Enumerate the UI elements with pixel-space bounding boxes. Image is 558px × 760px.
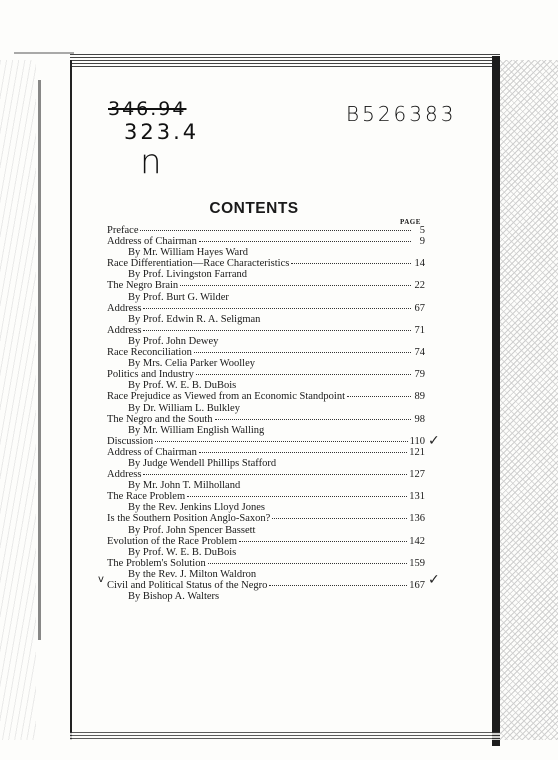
struck-call-number: 346.94 — [108, 98, 187, 120]
toc-entry-page: 142 — [409, 535, 425, 547]
dot-leader — [199, 452, 407, 453]
toc-entry-title: Evolution of the Race Problem — [107, 535, 238, 547]
toc-entry — [107, 558, 425, 569]
left-edge-shadow — [0, 60, 36, 740]
dot-leader — [143, 308, 411, 309]
toc-entry-author: By Prof. W. E. B. DuBois — [128, 546, 237, 558]
toc-entry-title: The Race Problem — [107, 491, 186, 503]
toc-entry-title: The Negro and the South — [107, 413, 213, 425]
toc-entry-title: The Negro Brain — [107, 280, 179, 292]
toc-entry-page: 71 — [414, 324, 425, 336]
contents-heading: CONTENTS — [209, 200, 299, 217]
toc-entry-title: Discussion — [107, 435, 154, 447]
top-edge-fragment — [14, 52, 74, 54]
toc-entry-author: By Mr. John T. Milholland — [128, 480, 241, 492]
toc-entry-page: 121 — [409, 446, 425, 458]
toc-entry — [107, 225, 425, 236]
dot-leader — [239, 541, 407, 542]
toc-entry-page: 22 — [414, 280, 425, 292]
toc-entry-page: 89 — [414, 391, 425, 403]
toc-entry-title: Address — [107, 469, 142, 481]
toc-entry-title: Address of Chairman — [107, 446, 197, 458]
toc-entry — [107, 414, 425, 425]
toc-entry — [107, 258, 425, 269]
dot-leader — [196, 374, 411, 375]
toc-entry — [107, 236, 425, 247]
toc-entry-author: By Prof. Edwin R. A. Seligman — [128, 313, 261, 325]
toc-entry — [107, 491, 425, 502]
toc-entry-page: 79 — [414, 369, 425, 381]
toc-entry-page: 67 — [414, 302, 425, 314]
toc-entry-author: By Bishop A. Walters — [128, 591, 220, 603]
page-column-label: PAGE — [400, 218, 421, 226]
toc-entry-author: By Dr. William L. Bulkley — [128, 402, 240, 414]
dot-leader — [347, 396, 411, 397]
dot-leader — [194, 352, 411, 353]
toc-entry-title: Address — [107, 302, 142, 314]
dot-leader — [272, 518, 407, 519]
top-edge — [70, 54, 500, 68]
toc-entry-title: Address — [107, 324, 142, 336]
dot-leader — [155, 441, 408, 442]
left-outer-edge — [38, 80, 41, 640]
toc-entry — [107, 513, 425, 524]
toc-entry-title: Politics and Industry — [107, 369, 194, 381]
toc-entry-page: 9 — [419, 236, 425, 248]
dot-leader — [291, 263, 411, 264]
toc-entry-page: 167 — [409, 580, 425, 591]
toc-entry-author: By Mr. William Hayes Ward — [128, 247, 248, 259]
toc-entry — [107, 369, 425, 380]
toc-entry-author: By Judge Wendell Phillips Stafford — [128, 457, 277, 469]
toc-entry-author: By Prof. W. E. B. DuBois — [128, 380, 237, 392]
toc-entry-author: By Prof. Burt G. Wilder — [128, 291, 229, 303]
dot-leader — [269, 585, 407, 586]
toc-entry-title: Is the Southern Position Anglo-Saxon? — [107, 513, 271, 525]
toc-entry — [107, 447, 425, 458]
toc-entry — [107, 303, 425, 314]
toc-entry-author: By Prof. John Dewey — [128, 335, 219, 347]
accession-number: B526383 — [346, 102, 457, 126]
check-mark: ✓ — [428, 572, 440, 588]
toc-entry-page: 5 — [419, 225, 425, 236]
toc-entry-title: Address of Chairman — [107, 236, 197, 248]
toc-entry-page: 98 — [414, 413, 425, 425]
check-mark: ✓ — [428, 433, 440, 449]
toc-entry — [107, 580, 425, 591]
toc-entry-title: The Problem's Solution — [107, 557, 206, 569]
table-of-contents — [107, 225, 425, 602]
toc-entry-page: 131 — [409, 491, 425, 503]
toc-entry-author: By Prof. Livingston Farrand — [128, 269, 247, 281]
dot-leader — [187, 496, 407, 497]
margin-mark: v — [98, 574, 104, 585]
dot-leader — [180, 285, 411, 286]
toc-entry-title: Race Reconciliation — [107, 347, 192, 359]
handwritten-mark: n — [140, 142, 162, 182]
toc-entry-author: By Mrs. Celia Parker Woolley — [128, 358, 255, 370]
call-number: 323.4 — [124, 120, 200, 144]
toc-entry-author: By the Rev. Jenkins Lloyd Jones — [128, 502, 265, 514]
toc-entry-title: Preface — [107, 225, 139, 236]
toc-entry-author: By Mr. William English Walling — [128, 424, 265, 436]
toc-entry — [107, 436, 425, 447]
dot-leader — [140, 230, 411, 231]
toc-entry-title: Civil and Political Status of the Negro — [107, 580, 268, 591]
toc-entry-page: 136 — [409, 513, 425, 525]
toc-entry-author: By the Rev. J. Milton Waldron — [128, 568, 257, 580]
toc-entry — [107, 280, 425, 291]
left-edge — [70, 60, 72, 740]
bottom-edge — [70, 732, 500, 740]
toc-entry — [107, 536, 425, 547]
toc-entry — [107, 347, 425, 358]
toc-entry-title: Race Differentiation—Race Characteristics — [107, 258, 290, 270]
toc-entry-page: 14 — [414, 258, 425, 270]
toc-entry — [107, 391, 425, 402]
toc-entry-page: 127 — [409, 469, 425, 481]
dot-leader — [143, 474, 407, 475]
toc-entry-page: 159 — [409, 557, 425, 569]
dot-leader — [199, 241, 411, 242]
toc-entry-author: By Prof. John Spencer Bassett — [128, 524, 256, 536]
toc-entry-page: 74 — [414, 347, 425, 359]
toc-entry-title: Race Prejudice as Viewed from an Economic Standpoint — [107, 391, 345, 403]
toc-entry — [107, 469, 425, 480]
dot-leader — [143, 330, 411, 331]
dot-leader — [208, 563, 408, 564]
toc-entry-page: 110 — [409, 435, 425, 447]
right-edge-shadow — [500, 60, 558, 740]
toc-entry — [107, 325, 425, 336]
right-edge — [492, 56, 500, 746]
dot-leader — [215, 419, 411, 420]
